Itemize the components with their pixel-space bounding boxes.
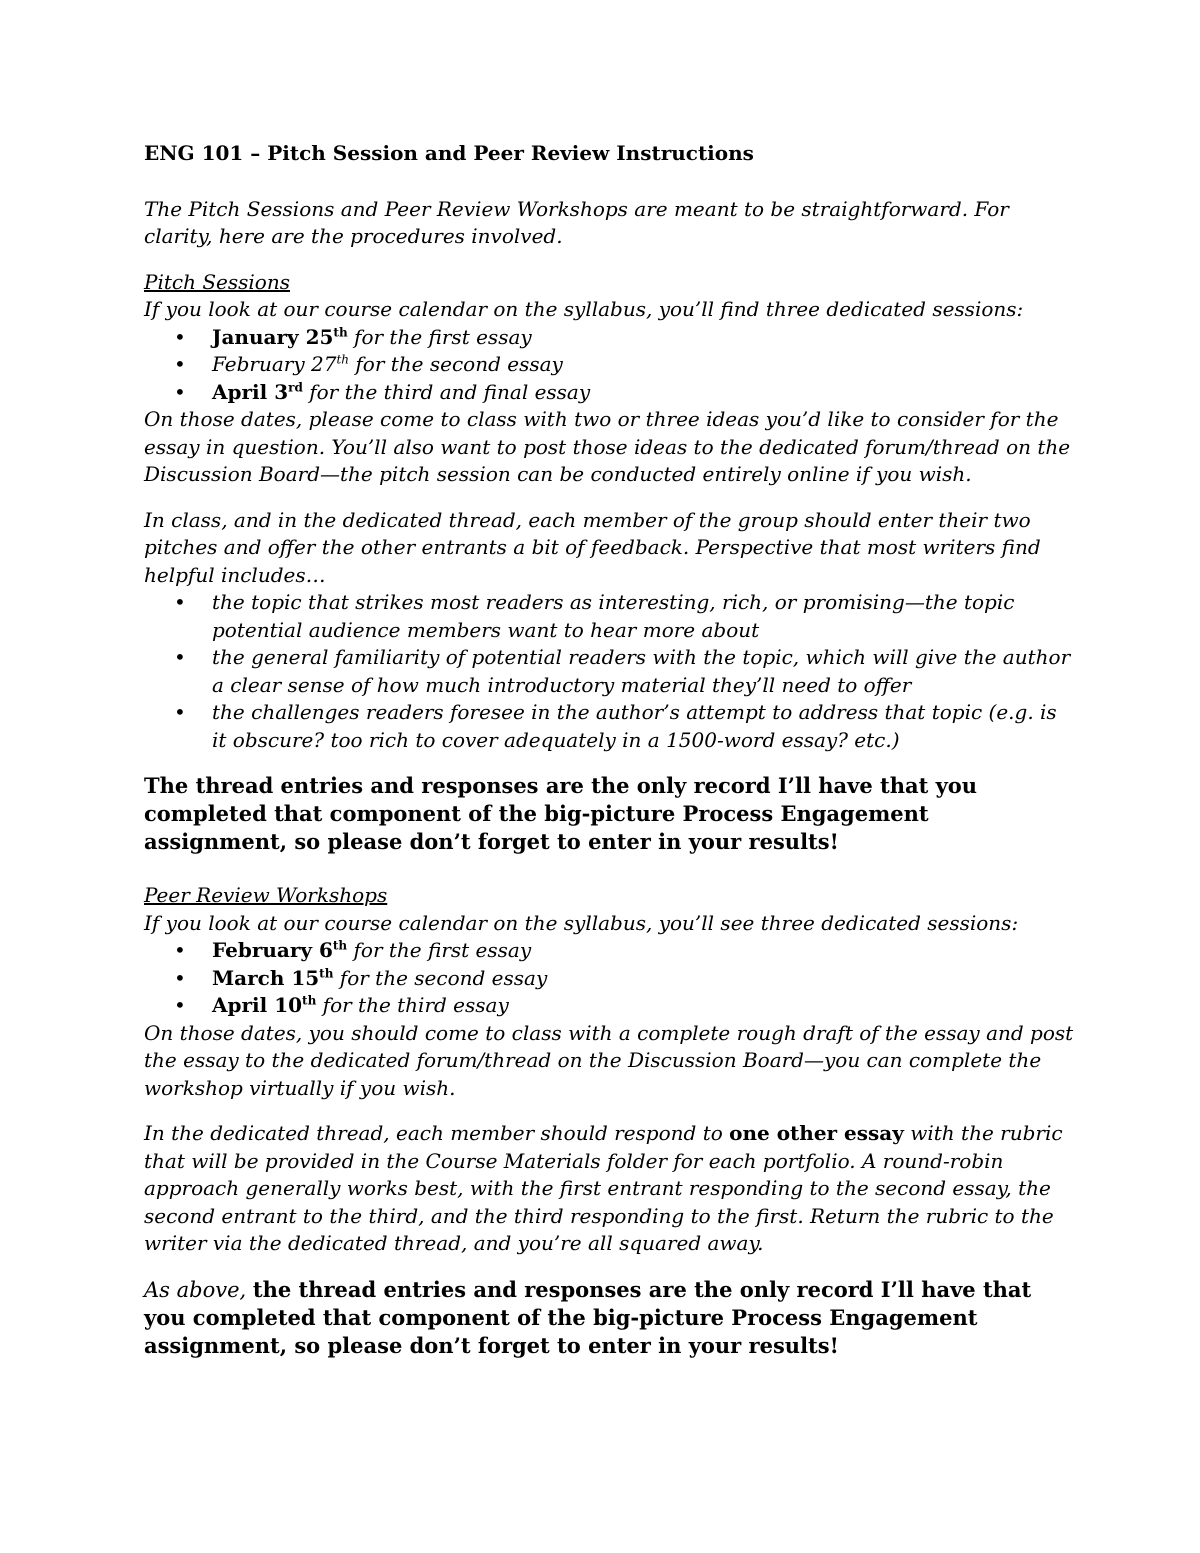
date-suffix: th	[319, 965, 334, 980]
pitch-dates-list	[144, 324, 1074, 407]
thread-paragraph-emphasis: one other essay	[729, 1121, 904, 1145]
peer-dates-list	[144, 937, 1074, 1020]
bullet: •	[174, 352, 186, 376]
list-item	[144, 699, 1074, 754]
bullet: •	[174, 379, 186, 404]
date-suffix: th	[333, 324, 348, 339]
as-above-lead: As above,	[144, 1277, 253, 1302]
list-item	[144, 379, 1074, 407]
pitch-sessions-heading: Pitch Sessions	[144, 269, 290, 294]
pitch-sessions-lead: If you look at our course calendar on the syllabus, you’ll find three dedicated sessions:	[144, 297, 1024, 321]
list-item	[144, 644, 1074, 699]
list-item	[144, 324, 1074, 352]
pitch-after-dates-paragraph: On those dates, please come to class with two or three ideas you’d like to consider for the essay in question. You’ll also want to post those ideas to the dedicated forum/thread on the Discussion Board—the pitch session can be conducted entirely online if you wish.	[144, 407, 1071, 486]
date-label: February 6	[212, 938, 333, 962]
date-suffix: rd	[288, 379, 303, 394]
bullet: •	[174, 993, 186, 1017]
date-description: for the third essay	[316, 993, 509, 1017]
date-description: for the first essay	[347, 324, 532, 349]
peer-thread-paragraph	[144, 1120, 1074, 1258]
list-item	[144, 992, 1074, 1020]
intro-paragraph: The Pitch Sessions and Peer Review Workshops are meant to be straightforward. For clarity, here are the procedures involved.	[144, 196, 1009, 248]
thread-paragraph-start: In the dedicated thread, each member should respond to	[144, 1121, 730, 1145]
bullet: •	[174, 324, 186, 349]
bullet: •	[174, 938, 186, 962]
date-label: January 25	[212, 324, 334, 349]
date-description: for the third and final essay	[302, 379, 591, 404]
feedback-item-text: the topic that strikes most readers as interesting, rich, or promising—the topic potential audience members want to hear more about	[212, 590, 1015, 642]
date-label: April 10	[212, 993, 303, 1017]
document-page	[144, 140, 1074, 1360]
bullet: •	[174, 965, 186, 990]
list-item	[144, 589, 1074, 644]
bullet: •	[174, 700, 186, 724]
list-item	[144, 937, 1074, 965]
date-description: for the first essay	[347, 938, 532, 962]
peer-review-lead: If you look at our course calendar on the syllabus, you’ll see three dedicated sessions:	[144, 910, 1019, 935]
pitch-record-notice: The thread entries and responses are the only record I’ll have that you completed that component of the big-picture Process Engagement assignment, so please don’t forget to enter in your results!	[144, 773, 978, 854]
date-description: for the second essay	[349, 352, 563, 376]
pitch-class-paragraph: In class, and in the dedicated thread, each member of the group should enter their two pitches and offer the other entrants a bit of feedback. Perspective that most writers find helpful includes…	[144, 507, 1041, 587]
date-suffix: th	[302, 993, 317, 1008]
feedback-list	[144, 589, 1074, 754]
document-title: ENG 101 – Pitch Session and Peer Review Instructions	[144, 141, 754, 165]
peer-record-notice	[144, 1276, 1074, 1360]
date-label: March 15	[212, 965, 320, 990]
feedback-item-text: the general familiarity of potential readers with the topic, which will give the author a clear sense of how much introductory material they’ll need to offer	[212, 645, 1071, 697]
thread-paragraph-end: with the rubric that will be provided in the Course Materials folder for each portfolio. A round-robin approach generally works best, with the first entrant responding to the second essay, the second entrant to the third, and the third responding to the first. Return the rubric to the writer via the dedicated thread, and you’re all squared away.	[144, 1121, 1063, 1255]
date-description: for the second essay	[333, 965, 548, 990]
feedback-item-text: the challenges readers foresee in the author’s attempt to address that topic (e.g. is it obscure? too rich to cover adequately in a 1500-word essay? etc.)	[212, 700, 1057, 752]
date-suffix: th	[332, 938, 348, 953]
date-suffix: th	[336, 352, 350, 367]
list-item	[144, 351, 1074, 379]
date-label: April 3	[212, 379, 289, 404]
bullet: •	[174, 645, 186, 669]
bullet: •	[174, 590, 186, 614]
list-item	[144, 965, 1074, 993]
date-label: February 27	[212, 352, 337, 376]
record-notice-text: the thread entries and responses are the only record I’ll have that you completed that component of the big-picture Process Engagement assignment, so please don’t forget to enter in your results!	[144, 1276, 1032, 1358]
peer-after-dates-paragraph: On those dates, you should come to class with a complete rough draft of the essay and post the essay to the dedicated forum/thread on the Discussion Board—you can complete the workshop virtually if you wish.	[144, 1020, 1074, 1100]
peer-review-heading: Peer Review Workshops	[144, 883, 388, 907]
